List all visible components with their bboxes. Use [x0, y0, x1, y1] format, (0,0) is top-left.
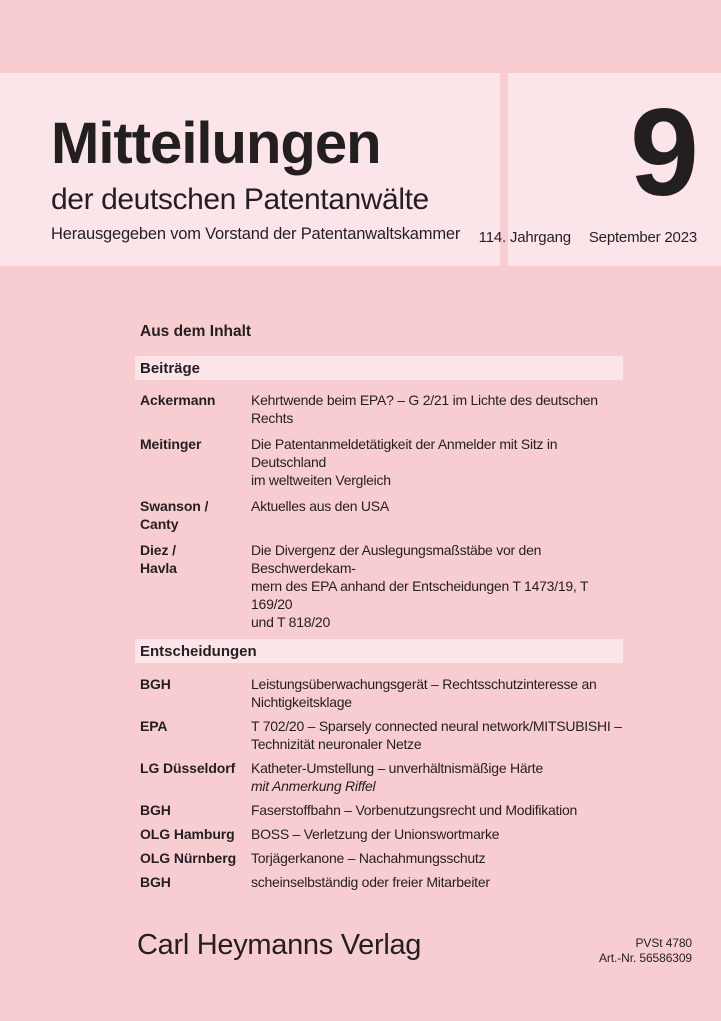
journal-publisher-line: Herausgegeben vom Vorstand der Patentanwaltskammer	[51, 225, 461, 243]
toc-row	[140, 391, 623, 427]
toc-row-description	[251, 391, 623, 427]
toc-row-description	[251, 825, 623, 843]
masthead-issue-panel	[478, 73, 721, 266]
toc-row-description	[251, 849, 623, 867]
toc-row-author: LG Düsseldorf	[140, 760, 236, 776]
toc-row-author: EPA	[140, 718, 168, 734]
toc-row-note: mit Anmerkung Riffel	[251, 778, 376, 794]
toc-row	[140, 825, 623, 843]
toc-row-author: BGH	[140, 802, 171, 818]
toc-row-author: Meitinger	[140, 436, 202, 452]
journal-title: Mitteilungen	[51, 111, 381, 176]
toc-row	[140, 435, 623, 489]
issue-volume: 114. Jahrgang	[478, 229, 571, 246]
toc-row	[140, 541, 623, 631]
toc-row-author: Swanson / Canty	[140, 498, 209, 532]
toc-row-description	[251, 759, 623, 795]
toc-row	[140, 717, 623, 753]
footer-publisher-name: Carl Heymanns Verlag	[137, 929, 422, 961]
section-header-entscheidungen	[135, 639, 623, 663]
toc-row-description	[251, 873, 623, 891]
section-label: Beiträge	[140, 359, 201, 377]
toc-row-description	[251, 717, 623, 753]
toc-row-text: BOSS – Verletzung der Unionswortmarke	[251, 826, 500, 842]
section-label: Entscheidungen	[140, 642, 257, 660]
toc-row	[140, 849, 623, 867]
contents-heading: Aus dem Inhalt	[140, 323, 252, 340]
footer-codes	[599, 936, 692, 965]
issue-date: September 2023	[588, 229, 697, 246]
toc-row	[140, 801, 623, 819]
toc-row-description	[251, 675, 623, 711]
toc-row-author: OLG Hamburg	[140, 826, 235, 842]
toc-row-author: BGH	[140, 676, 171, 692]
toc-row-text: scheinselbständig oder freier Mitarbeiter	[251, 874, 490, 890]
masthead-title-panel	[0, 73, 500, 266]
toc-row-text: Die Divergenz der Auslegungsmaßstäbe vor den Beschwerdekam- mern des EPA anhand der Entscheidungen T 1473/19, T 169/20 und T 818/20	[251, 542, 588, 630]
toc-row-text: Die Patentanmeldetätigkeit der Anmelder mit Sitz in Deutschland im weltweiten Vergleich	[251, 436, 558, 488]
toc-row-author: Diez / Havla	[140, 542, 177, 576]
toc-row-text: Faserstoffbahn – Vorbenutzungsrecht und Modifikation	[251, 802, 578, 818]
toc-row-text: Leistungsüberwachungsgerät – Rechtsschutzinteresse an Nichtigkeitsklage	[251, 676, 597, 710]
footer-art-nr: Art.-Nr. 56586309	[598, 950, 692, 965]
toc-row	[140, 873, 623, 891]
toc-row-text: Katheter-Umstellung – unverhältnismäßige Härte	[251, 760, 543, 776]
masthead	[0, 0, 721, 266]
toc-row-author: OLG Nürnberg	[140, 850, 237, 866]
journal-subtitle: der deutschen Patentanwälte	[51, 183, 429, 216]
toc-row-text: T 702/20 – Sparsely connected neural network/MITSUBISHI – Technizität neuronaler Netze	[251, 718, 622, 752]
toc-row-text: Aktuelles aus den USA	[251, 498, 389, 514]
toc-row	[140, 497, 623, 533]
issue-number: 9	[630, 84, 699, 222]
section-rows-beitraege	[135, 391, 623, 631]
toc-row-author: Ackermann	[140, 392, 216, 408]
toc-row-description	[251, 541, 623, 631]
section-header-beitraege	[135, 356, 623, 380]
toc-row-text: Torjägerkanone – Nachahmungsschutz	[251, 850, 486, 866]
toc-row-text: Kehrtwende beim EPA? – G 2/21 im Lichte des deutschen Rechts	[251, 392, 598, 426]
section-rows-entscheidungen	[135, 675, 623, 891]
table-of-contents	[135, 323, 623, 891]
toc-row	[140, 675, 623, 711]
issue-meta	[479, 229, 697, 246]
footer-pvst: PVSt 4780	[635, 936, 692, 950]
toc-row-author: BGH	[140, 874, 171, 890]
toc-row-description	[251, 435, 623, 489]
toc-row	[140, 759, 623, 795]
toc-row-description	[251, 801, 623, 819]
toc-row-description	[251, 497, 623, 533]
